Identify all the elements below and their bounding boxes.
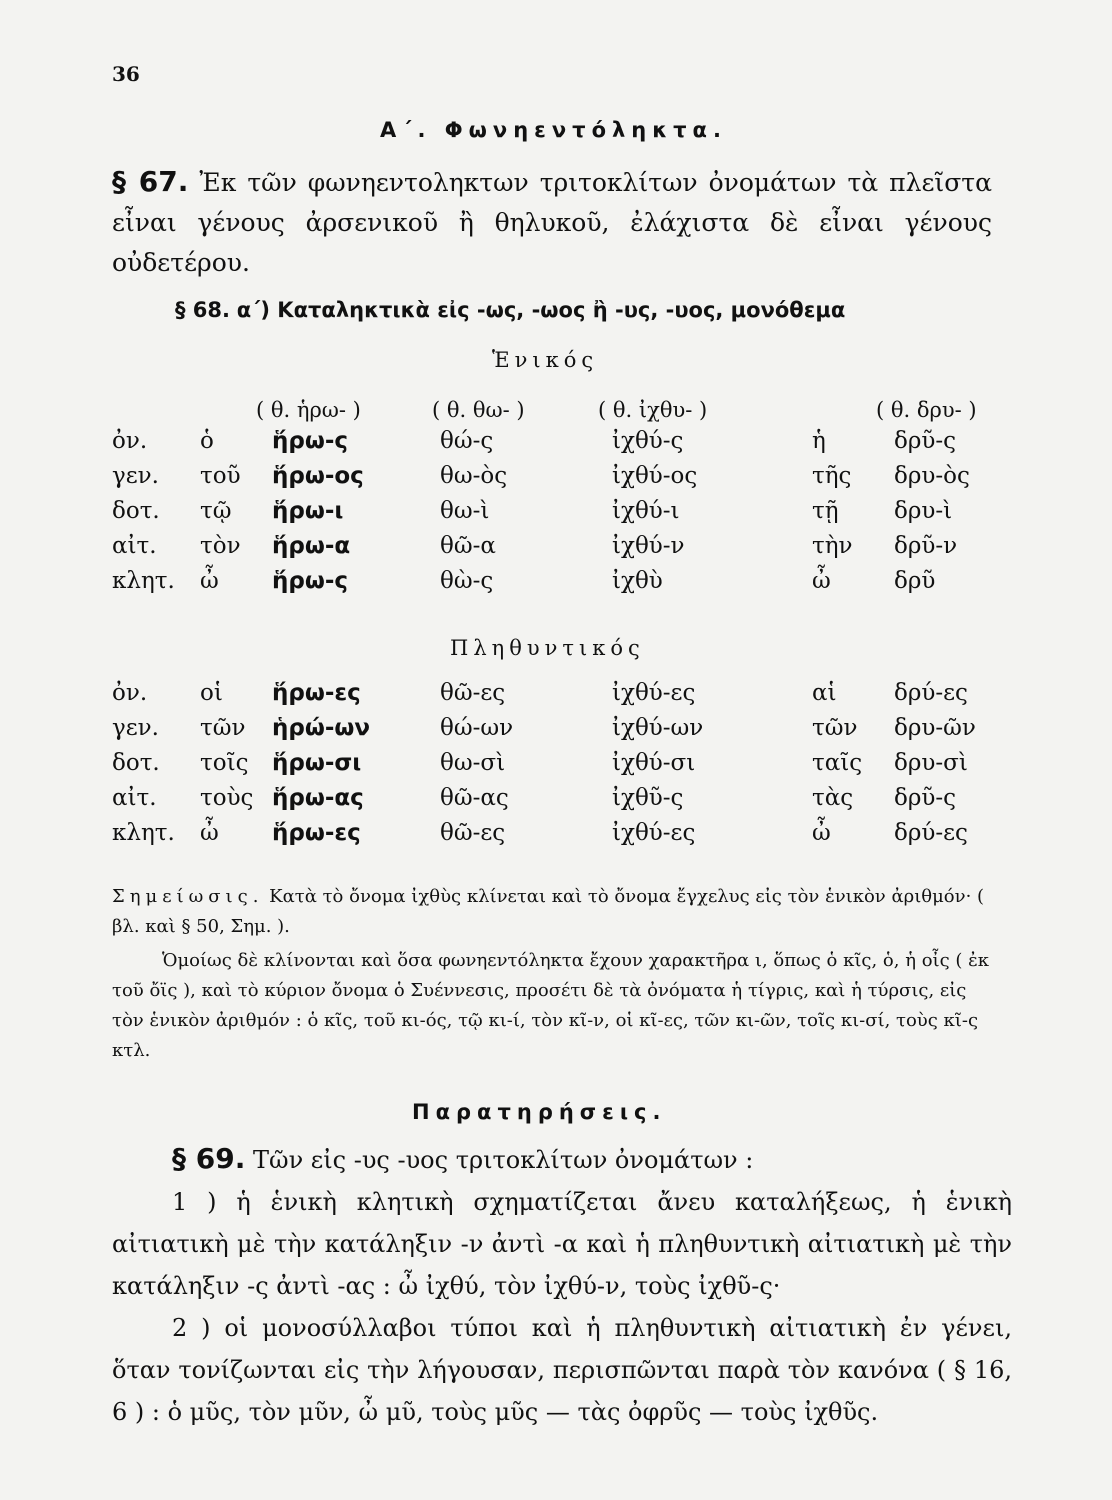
plural-row-4-tho-form: θῶ-ας bbox=[440, 785, 509, 811]
page-number: 36 bbox=[112, 62, 140, 86]
singular-row-4-tho-form: θῶ-α bbox=[440, 533, 496, 559]
singular-row-3-case: δοτ. bbox=[112, 498, 160, 524]
plural-row-3-ichthy-form: ἰχθύ-σι bbox=[612, 750, 696, 776]
plural-row-4-article-fem: τὰς bbox=[812, 785, 854, 811]
plural-row-1-tho-form: θῶ-ες bbox=[440, 680, 506, 706]
column-head-hero: ( θ. ἡρω- ) bbox=[256, 398, 361, 422]
plural-row-1-article: οἱ bbox=[200, 680, 223, 706]
singular-row-3-dry-form: δρυ-ὶ bbox=[894, 498, 953, 524]
column-head-tho: ( θ. θω- ) bbox=[432, 398, 525, 422]
singular-row-3-article: τῷ bbox=[200, 498, 232, 524]
singular-row-4-article-fem: τὴν bbox=[812, 533, 853, 559]
singular-row-4-dry-form: δρῦ-ν bbox=[894, 533, 958, 559]
section-69-item-1: 1 ) ἡ ἑνικὴ κλητικὴ σχηματίζεται ἄνευ καταλήξεως, ἡ ἑνικὴ αἰτιατικὴ μὲ τὴν κατάληξιν -ν ἀντὶ -α καὶ ἡ πληθυντικὴ αἰτιατικὴ μὲ τὴν κατάληξιν -ς ἀντὶ -ας : ὦ ἰχθύ, τὸν ἰχθύ-ν, τοὺς ἰχθῦ-ς· bbox=[112, 1188, 1012, 1300]
singular-title: Ἑνικός bbox=[492, 348, 599, 372]
plural-row-2-dry-form: δρυ-ῶν bbox=[894, 715, 976, 741]
singular-row-1-article-fem: ἡ bbox=[812, 428, 826, 454]
singular-row-2-article: τοῦ bbox=[200, 463, 241, 489]
singular-row-3-tho-form: θω-ὶ bbox=[440, 498, 490, 524]
section-69-number: § 69. bbox=[172, 1142, 246, 1175]
plural-row-3-tho-form: θω-σὶ bbox=[440, 750, 506, 776]
plural-row-2-tho-form: θώ-ων bbox=[440, 715, 514, 741]
plural-row-4-hero-form: ἥρω-ας bbox=[272, 785, 364, 811]
note-line-2: Ὁμοίως δὲ κλίνονται καὶ ὅσα φωνηεντόληκτα ἔχουν χαρακτῆρα ι, ὅπως ὁ κῖς, ὁ, ἡ οἶς ( ἐκ τοῦ ὄϊς ), καὶ τὸ κύριον ὄνομα ὁ Συέννεσις, προσέτι δὲ τὰ ὀνόματα ἡ τίγρις, καὶ ἡ τύρσις, εἰς τὸν ἑνικὸν ἀριθμόν : ὁ κῖς, τοῦ κι-ός, τῷ κι-ί, τὸν κῖ-ν, οἱ κῖ-ες, τῶν κι-ῶν, τοῖς κι-σί, τοὺς κῖ-ς κτλ. bbox=[112, 950, 990, 1061]
plural-row-1-article-fem: αἱ bbox=[812, 680, 837, 706]
singular-row-1-hero-form: ἥρω-ς bbox=[272, 428, 349, 454]
plural-row-1-ichthy-form: ἰχθύ-ες bbox=[612, 680, 696, 706]
plural-row-5-ichthy-form: ἰχθύ-ες bbox=[612, 820, 696, 846]
paragraph-67 bbox=[112, 162, 992, 283]
plural-row-4-article: τοὺς bbox=[200, 785, 254, 811]
plural-row-5-article-fem: ὦ bbox=[812, 820, 831, 846]
plural-row-4-dry-form: δρῦ-ς bbox=[894, 785, 957, 811]
singular-row-3-article-fem: τῇ bbox=[812, 498, 839, 524]
plural-row-5-dry-form: δρύ-ες bbox=[894, 820, 968, 846]
section-68-number: § 68. bbox=[175, 298, 231, 322]
plural-row-2-article: τῶν bbox=[200, 715, 246, 741]
singular-row-4-hero-form: ἥρω-α bbox=[272, 533, 351, 559]
singular-row-2-dry-form: δρυ-ὸς bbox=[894, 463, 970, 489]
section-69-intro: Τῶν εἰς -υς -υος τριτοκλίτων ὀνομάτων : bbox=[253, 1146, 754, 1174]
singular-row-5-article: ὦ bbox=[200, 568, 219, 594]
singular-row-1-dry-form: δρῦ-ς bbox=[894, 428, 957, 454]
plural-row-5-hero-form: ἥρω-ες bbox=[272, 820, 361, 846]
plural-row-3-hero-form: ἥρω-σι bbox=[272, 750, 362, 776]
section-69-item-2: 2 ) οἱ μονοσύλλαβοι τύποι καὶ ἡ πληθυντικὴ αἰτιατικὴ ἐν γένει, ὅταν τονίζωνται εἰς τὴν λήγουσαν, περισπῶνται παρὰ τὸν κανόνα ( § 16, 6 ) : ὁ μῦς, τὸν μῦν, ὦ μῦ, τοὺς μῦς — τὰς ὀφρῦς — τοὺς ἰχθῦς. bbox=[112, 1314, 1012, 1426]
plural-row-3-article: τοῖς bbox=[200, 750, 249, 776]
plural-row-3-article-fem: ταῖς bbox=[812, 750, 863, 776]
singular-row-1-tho-form: θώ-ς bbox=[440, 428, 494, 454]
singular-row-2-tho-form: θω-ὸς bbox=[440, 463, 508, 489]
singular-row-3-ichthy-form: ἰχθύ-ι bbox=[612, 498, 680, 524]
section-67-text: Ἐκ τῶν φωνηεντοληκτων τριτοκλίτων ὀνομάτων τὰ πλεῖστα εἶναι γένους ἀρσενικοῦ ἢ θηλυκοῦ, ἐλάχιστα δὲ εἶναι γένους οὐδετέρου. bbox=[112, 168, 992, 277]
plural-row-1-case: ὀν. bbox=[112, 680, 148, 706]
section-67-number: § 67. bbox=[112, 165, 189, 198]
singular-row-5-tho-form: θὼ-ς bbox=[440, 568, 494, 594]
plural-row-1-hero-form: ἥρω-ες bbox=[272, 680, 361, 706]
heading-observations: Παρατηρήσεις. bbox=[412, 1100, 667, 1124]
column-head-dry: ( θ. δρυ- ) bbox=[876, 398, 977, 422]
plural-row-5-case: κλητ. bbox=[112, 820, 175, 846]
note-label: Σημείωσις. bbox=[112, 886, 264, 907]
singular-row-2-case: γεν. bbox=[112, 463, 159, 489]
singular-row-4-case: αἰτ. bbox=[112, 533, 157, 559]
singular-row-2-hero-form: ἥρω-ος bbox=[272, 463, 364, 489]
singular-row-1-article: ὁ bbox=[200, 428, 214, 454]
note-block bbox=[112, 882, 1002, 1066]
plural-row-4-ichthy-form: ἰχθῦ-ς bbox=[612, 785, 684, 811]
plural-row-3-case: δοτ. bbox=[112, 750, 160, 776]
singular-row-5-article-fem: ὦ bbox=[812, 568, 831, 594]
plural-row-2-case: γεν. bbox=[112, 715, 159, 741]
section-68-text: α΄) Καταληκτικὰ εἰς -ως, -ωος ἢ -υς, -υος, μονόθεμα bbox=[236, 298, 846, 322]
plural-row-2-article-fem: τῶν bbox=[812, 715, 858, 741]
singular-row-5-ichthy-form: ἰχθὺ bbox=[612, 568, 663, 594]
singular-row-5-hero-form: ἥρω-ς bbox=[272, 568, 349, 594]
plural-row-2-ichthy-form: ἰχθύ-ων bbox=[612, 715, 704, 741]
plural-row-1-dry-form: δρύ-ες bbox=[894, 680, 968, 706]
singular-row-5-dry-form: δρῦ bbox=[894, 568, 936, 594]
singular-row-1-ichthy-form: ἰχθύ-ς bbox=[612, 428, 684, 454]
note-line-1: Κατὰ τὸ ὄνομα ἰχθὺς κλίνεται καὶ τὸ ὄνομα ἔγχελυς εἰς τὸν ἑνικὸν ἀριθμόν· ( βλ. καὶ § 50, Σημ. ). bbox=[112, 886, 985, 937]
singular-row-1-case: ὀν. bbox=[112, 428, 148, 454]
plural-row-4-case: αἰτ. bbox=[112, 785, 157, 811]
paragraph-69 bbox=[112, 1138, 1012, 1433]
singular-row-2-article-fem: τῆς bbox=[812, 463, 852, 489]
singular-row-2-ichthy-form: ἰχθύ-ος bbox=[612, 463, 698, 489]
paragraph-68 bbox=[175, 298, 845, 322]
plural-row-5-tho-form: θῶ-ες bbox=[440, 820, 506, 846]
plural-title: Πληθυντικός bbox=[450, 636, 645, 660]
singular-row-3-hero-form: ἥρω-ι bbox=[272, 498, 344, 524]
heading-vowel-stems: Α΄. Φωνηεντόληκτα. bbox=[380, 118, 727, 142]
plural-row-3-dry-form: δρυ-σὶ bbox=[894, 750, 968, 776]
singular-row-5-case: κλητ. bbox=[112, 568, 175, 594]
plural-row-2-hero-form: ἡρώ-ων bbox=[272, 715, 371, 741]
column-head-ichthy: ( θ. ἰχθυ- ) bbox=[598, 398, 708, 422]
plural-row-5-article: ὦ bbox=[200, 820, 219, 846]
singular-row-4-ichthy-form: ἰχθύ-ν bbox=[612, 533, 685, 559]
singular-row-4-article: τὸν bbox=[200, 533, 241, 559]
